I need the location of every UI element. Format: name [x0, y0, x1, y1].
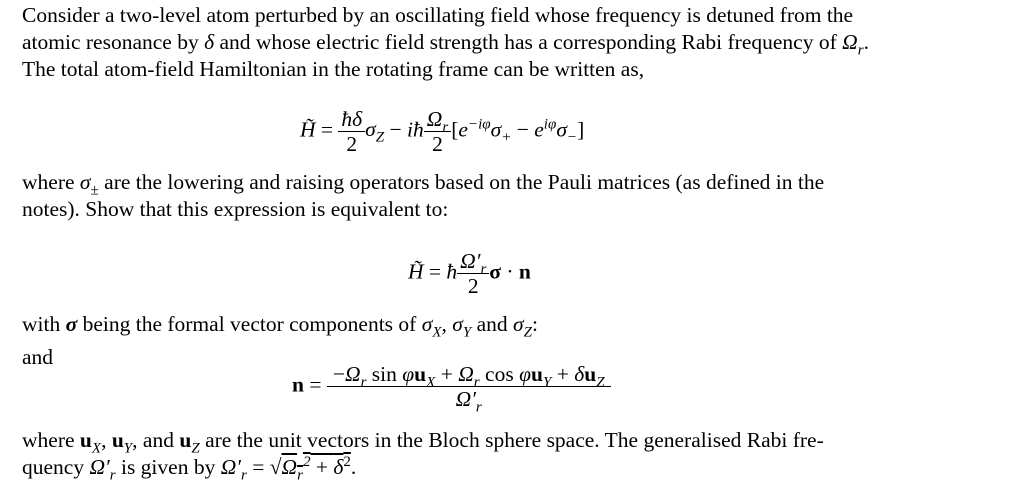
hamiltonian-equation-2: H̃ = ħ $\frac{\Omega'_r}{2}$ σ · n	[408, 249, 531, 298]
operators-line-2: notes). Show that this expression is equivalent to:	[22, 197, 449, 221]
intro-line-2: atomic resonance by δ and whose electric field strength has a corresponding Rabi frequency of $\Omega_r$.	[22, 30, 869, 59]
operators-line-1: where $\sigma_\pm$ are the lowering and raising operators based on the Pauli matrices (as defined in the	[22, 170, 825, 199]
intro-paragraph	[22, 2, 1012, 83]
bloch-line-2: quency $\Omega'_r$ is given by $\Omega'_r = √\Omega_r^2 + \delta^2$.	[22, 453, 357, 484]
sigma-paragraph: with σ being the formal vector components of $\sigma_X$, $\sigma_Y$ and $\sigma_Z$:	[22, 312, 539, 341]
intro-line-3: The total atom-field Hamiltonian in the rotating frame can be written as,	[22, 57, 645, 81]
and-text: and	[22, 345, 54, 369]
bloch-paragraph	[22, 427, 1012, 484]
bloch-line-1: where $u_X$, $u_Y$, and $u_Z$ are the unit vectors in the Bloch sphere space. The generalised Rabi fre-	[22, 428, 824, 457]
unit-vector-equation: n = $\frac{-\Omega_r \sin \varphi u_X + \Omega_r \cos \varphi u_Y + \delta u_Z}{\Omega'_r}$	[292, 362, 611, 411]
operators-paragraph	[22, 169, 1012, 223]
hamiltonian-equation-1: H̃ = $\frac{ħ\delta}{2}$ $\sigma_Z$ − iħ $\frac{\Omega_r}{2}$ $[e^{-i\varphi}\sigma_+ - e^{i\varphi}\sigma_-]$	[300, 107, 585, 156]
intro-line-1: Consider a two-level atom perturbed by an oscillating field whose frequency is detuned from the	[22, 3, 854, 27]
